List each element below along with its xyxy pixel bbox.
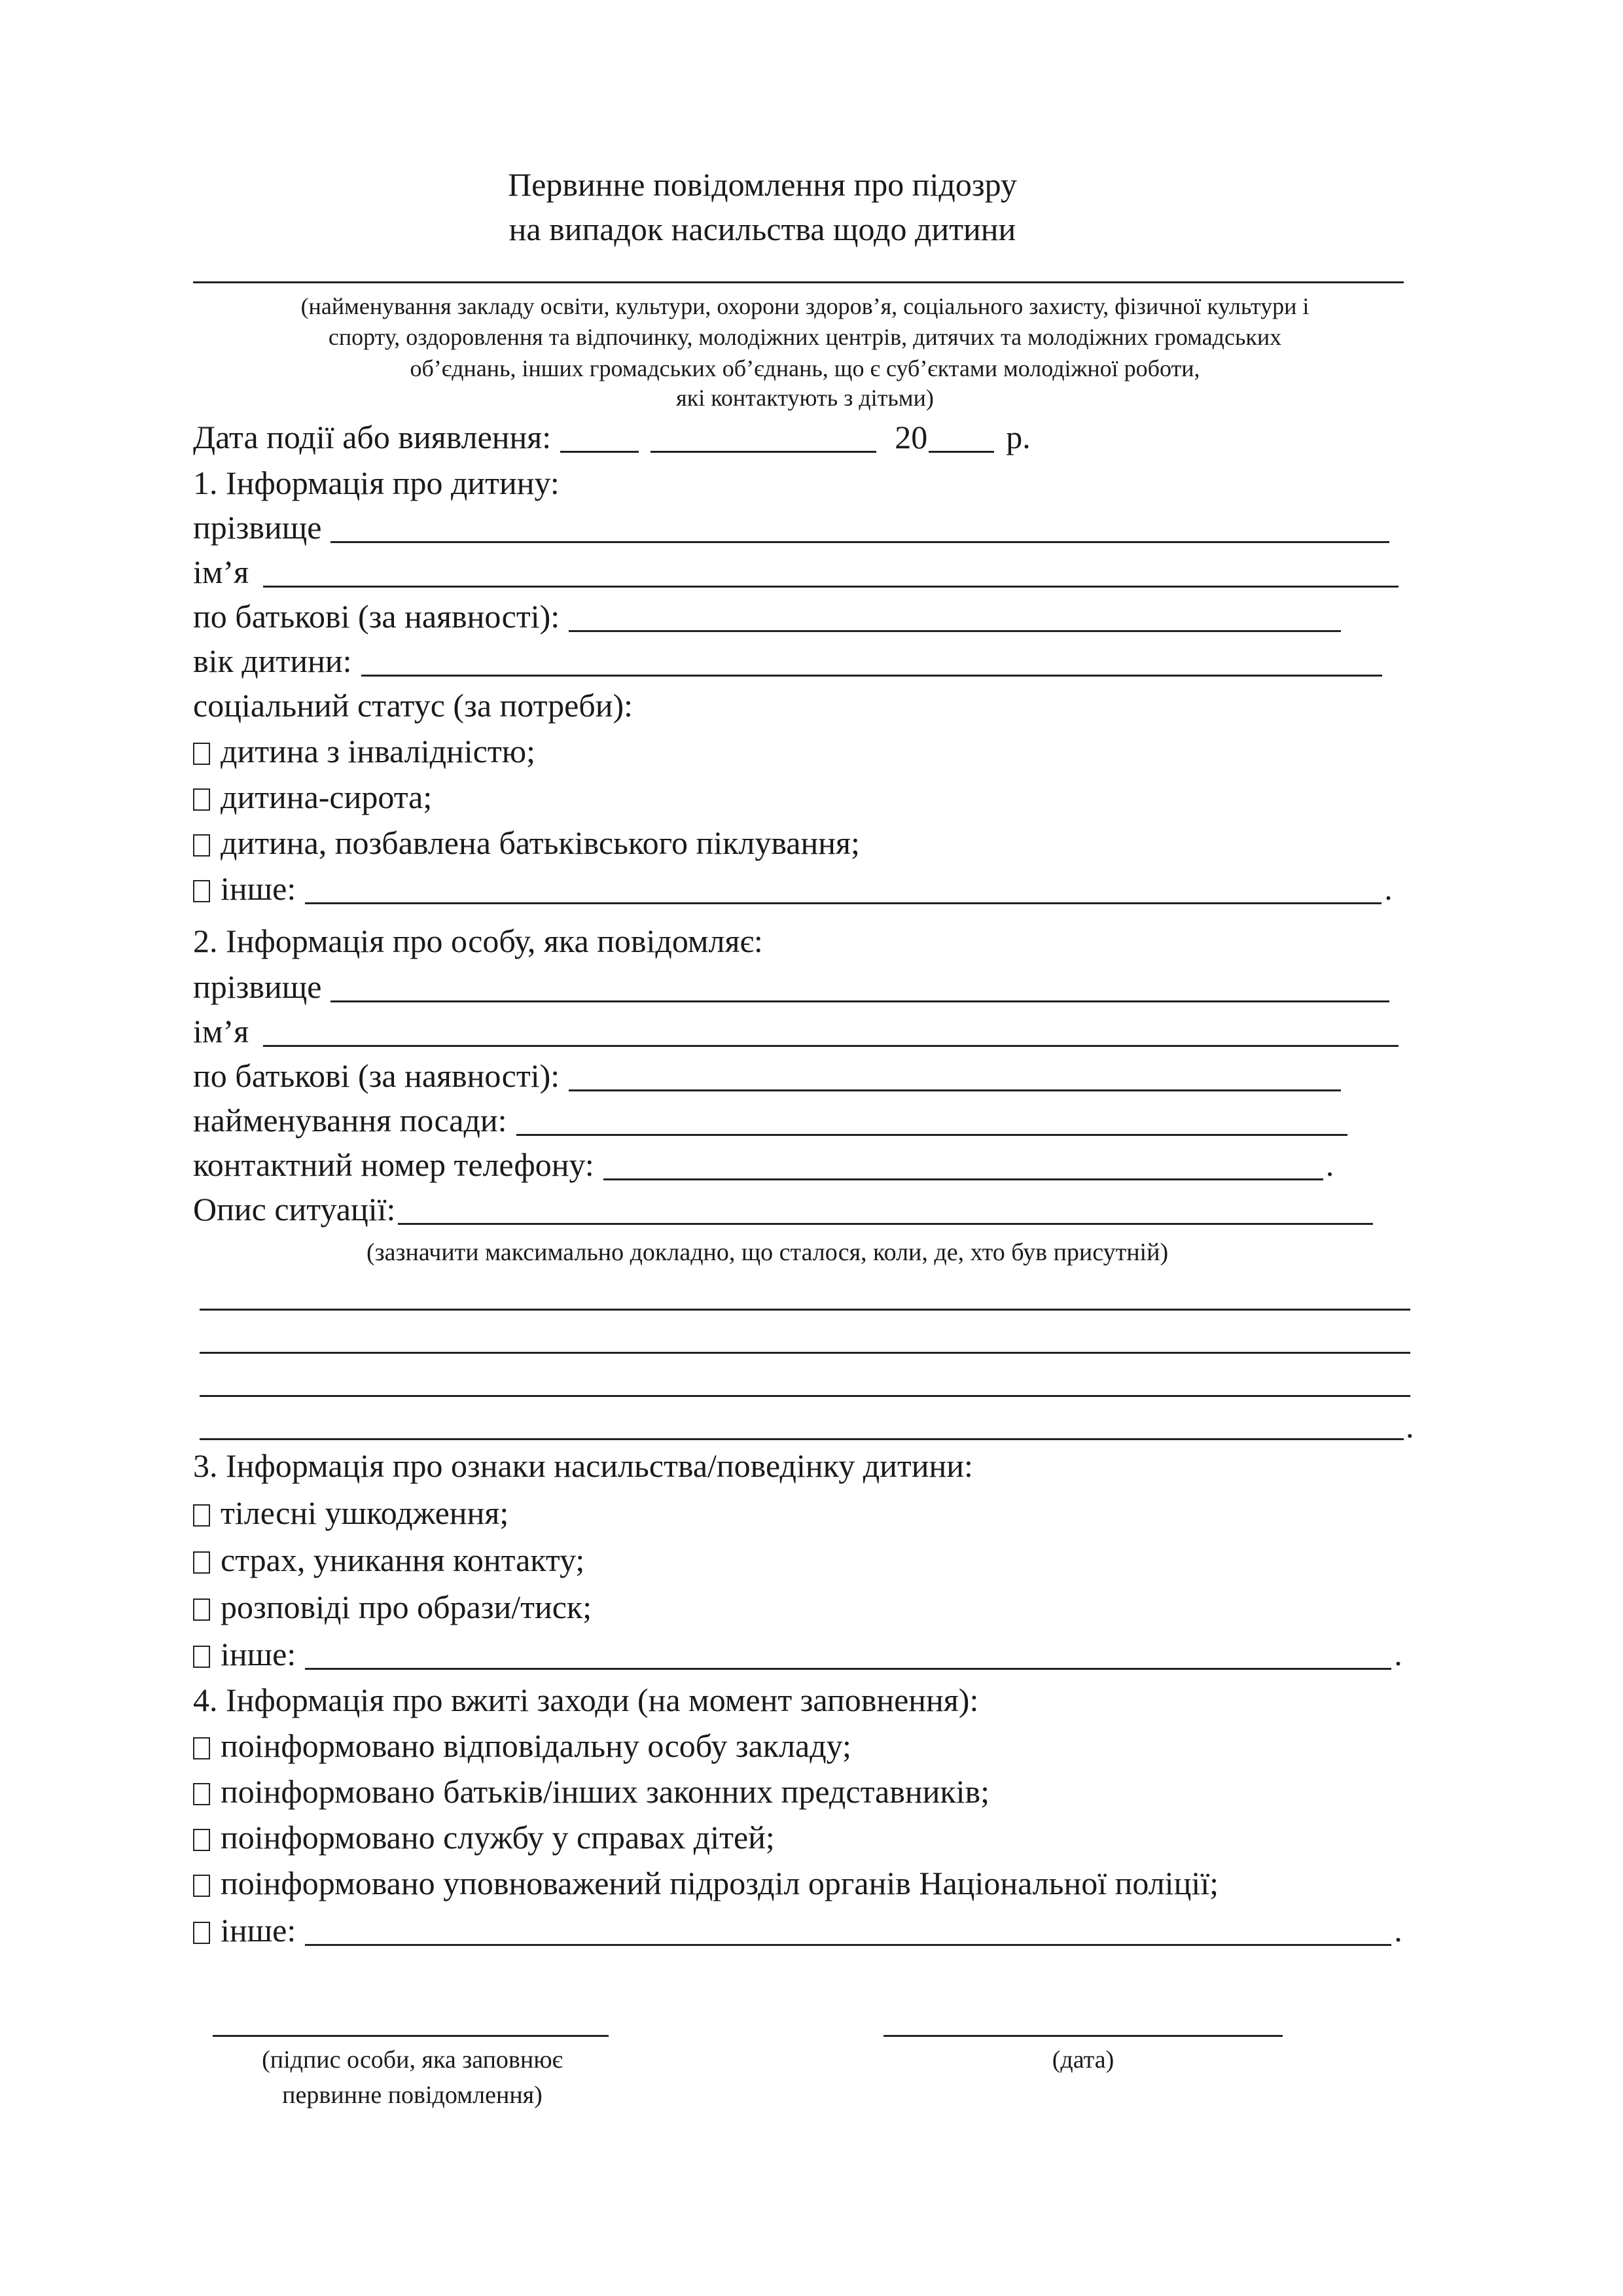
date-caption: (дата) xyxy=(1052,2046,1115,2074)
description-note: (зазначити максимально докладно, що сталося, коли, де, хто був присутній) xyxy=(366,1239,1169,1266)
reporter-name-label: ім’я xyxy=(193,1013,249,1050)
option-other-signs[interactable] xyxy=(193,1634,1402,1674)
option-orphan-label: дитина-сирота; xyxy=(221,779,433,815)
child-surname-label: прізвище xyxy=(193,509,322,546)
description-line-1[interactable] xyxy=(200,1309,1410,1311)
checkbox-service[interactable] xyxy=(193,1829,210,1851)
description-field[interactable] xyxy=(398,1223,1373,1225)
child-name-label: ім’я xyxy=(193,554,249,590)
reporter-surname-field[interactable] xyxy=(330,1000,1389,1002)
child-patronymic-label: по батькові (за наявності): xyxy=(193,598,560,635)
option-other-status-label: інше: xyxy=(221,870,296,907)
reporter-phone-field[interactable] xyxy=(603,1178,1323,1180)
section4-heading-text: 4. Інформація про вжиті заходи (на момент заповнення): xyxy=(193,1682,979,1718)
child-surname-row xyxy=(193,508,1389,547)
option-injuries-label: тілесні ушкодження; xyxy=(221,1494,509,1531)
checkbox-disability[interactable] xyxy=(193,743,210,765)
reporter-position-row xyxy=(193,1101,1347,1140)
option-service[interactable] xyxy=(193,1818,775,1857)
option-fear-label: страх, уникання контакту; xyxy=(221,1542,585,1578)
option-stories[interactable] xyxy=(193,1587,592,1627)
child-name-row xyxy=(193,552,1399,592)
section3-heading xyxy=(193,1446,973,1485)
period: . xyxy=(1384,870,1393,907)
checkbox-stories[interactable] xyxy=(193,1598,210,1621)
checkbox-police[interactable] xyxy=(193,1875,210,1897)
event-year-suffix: р. xyxy=(1006,419,1031,455)
option-disability-label: дитина з інвалідністю; xyxy=(221,733,535,769)
reporter-position-field[interactable] xyxy=(516,1134,1347,1136)
option-fear[interactable] xyxy=(193,1540,584,1580)
option-police[interactable] xyxy=(193,1863,1219,1903)
section3-heading-text: 3. Інформація про ознаки насильства/поведінку дитини: xyxy=(193,1447,973,1484)
option-deprived-label: дитина, позбавлена батьківського піклування; xyxy=(221,824,860,861)
child-age-field[interactable] xyxy=(361,675,1382,677)
option-parents-label: поінформовано батьків/інших законних представників; xyxy=(221,1773,990,1810)
checkbox-responsible[interactable] xyxy=(193,1737,210,1759)
option-other-measures[interactable] xyxy=(193,1911,1402,1950)
signature-caption-line1: (підпис особи, яка заповнює xyxy=(262,2046,563,2074)
reporter-name-field[interactable] xyxy=(263,1045,1399,1047)
institution-note-line4: які контактують з дітьми) xyxy=(676,385,934,411)
reporter-name-row xyxy=(193,1012,1399,1051)
checkbox-other-measures[interactable] xyxy=(193,1922,210,1944)
period: . xyxy=(1394,1636,1402,1672)
option-police-label: поінформовано уповноважений підрозділ органів Національної поліції; xyxy=(221,1865,1219,1901)
description-row xyxy=(193,1190,1373,1229)
description-label: Опис ситуації: xyxy=(193,1191,396,1227)
reporter-phone-row xyxy=(193,1145,1334,1184)
checkbox-parents[interactable] xyxy=(193,1783,210,1805)
description-line-2[interactable] xyxy=(200,1352,1410,1354)
other-measures-field[interactable] xyxy=(305,1944,1391,1946)
checkbox-other-signs[interactable] xyxy=(193,1646,210,1668)
reporter-surname-label: прізвище xyxy=(193,968,322,1005)
checkbox-other-status[interactable] xyxy=(193,880,210,902)
event-year-prefix: 20 xyxy=(895,419,928,455)
section2-heading xyxy=(193,921,763,961)
institution-input-line[interactable] xyxy=(193,281,1404,283)
institution-note-line1: (найменування закладу освіти, культури, охорони здоров’я, соціального захисту, фізичної культури і xyxy=(300,293,1310,319)
option-injuries[interactable] xyxy=(193,1493,508,1532)
date-line[interactable] xyxy=(883,2035,1283,2037)
event-year-field[interactable] xyxy=(929,451,994,453)
signature-caption-line2: первинне повідомлення) xyxy=(282,2081,543,2109)
checkbox-orphan[interactable] xyxy=(193,788,210,811)
period: . xyxy=(1406,1408,1414,1445)
reporter-patronymic-field[interactable] xyxy=(569,1089,1341,1091)
reporter-patronymic-label: по батькові (за наявності): xyxy=(193,1057,560,1094)
institution-note-line2: спорту, оздоровлення та відпочинку, молодіжних центрів, дитячих та молодіжних громадських xyxy=(328,324,1282,350)
option-orphan[interactable] xyxy=(193,777,432,817)
option-other-status[interactable] xyxy=(193,869,1393,908)
reporter-surname-row xyxy=(193,967,1389,1006)
checkbox-injuries[interactable] xyxy=(193,1504,210,1527)
child-surname-field[interactable] xyxy=(330,541,1389,543)
other-status-field[interactable] xyxy=(305,902,1382,904)
option-deprived[interactable] xyxy=(193,823,860,862)
option-other-signs-label: інше: xyxy=(221,1636,296,1672)
option-service-label: поінформовано службу у справах дітей; xyxy=(221,1819,775,1856)
description-line-3[interactable] xyxy=(200,1395,1410,1397)
reporter-phone-label: контактний номер телефону: xyxy=(193,1146,594,1183)
section2-heading-text: 2. Інформація про особу, яка повідомляє: xyxy=(193,923,763,959)
institution-note-line3: об’єднань, інших громадських об’єднань, що є суб’єктами молодіжної роботи, xyxy=(410,355,1200,381)
form-title-line2: на випадок насильства щодо дитини xyxy=(508,211,1016,247)
checkbox-deprived[interactable] xyxy=(193,834,210,857)
signature-line[interactable] xyxy=(213,2035,609,2037)
reporter-position-label: найменування посади: xyxy=(193,1102,507,1139)
option-responsible[interactable] xyxy=(193,1726,851,1765)
option-stories-label: розповіді про образи/тиск; xyxy=(221,1589,592,1625)
event-month-field[interactable] xyxy=(651,451,876,453)
social-status-label: соціальний статус (за потреби): xyxy=(193,687,633,724)
option-parents[interactable] xyxy=(193,1772,990,1811)
event-day-field[interactable] xyxy=(560,451,639,453)
description-line-4[interactable] xyxy=(200,1438,1404,1440)
option-responsible-label: поінформовано відповідальну особу закладу; xyxy=(221,1727,851,1764)
section4-heading xyxy=(193,1680,978,1720)
child-patronymic-row xyxy=(193,597,1341,636)
event-date-label: Дата події або виявлення: xyxy=(193,419,552,455)
other-signs-field[interactable] xyxy=(305,1668,1391,1670)
section1-heading xyxy=(193,463,560,503)
section1-heading-text: 1. Інформація про дитину: xyxy=(193,465,560,501)
child-age-label: вік дитини: xyxy=(193,643,352,679)
period: . xyxy=(1394,1912,1402,1949)
period: . xyxy=(1325,1146,1334,1183)
option-other-measures-label: інше: xyxy=(221,1912,296,1949)
child-patronymic-field[interactable] xyxy=(569,630,1341,632)
social-status-row xyxy=(193,686,633,725)
form-title-line1: Первинне повідомлення про підозру xyxy=(508,166,1017,203)
checkbox-fear[interactable] xyxy=(193,1551,210,1574)
option-disability[interactable] xyxy=(193,732,535,771)
child-age-row xyxy=(193,641,1382,680)
event-date-row xyxy=(193,417,1031,457)
reporter-patronymic-row xyxy=(193,1056,1341,1095)
child-name-field[interactable] xyxy=(263,586,1399,588)
